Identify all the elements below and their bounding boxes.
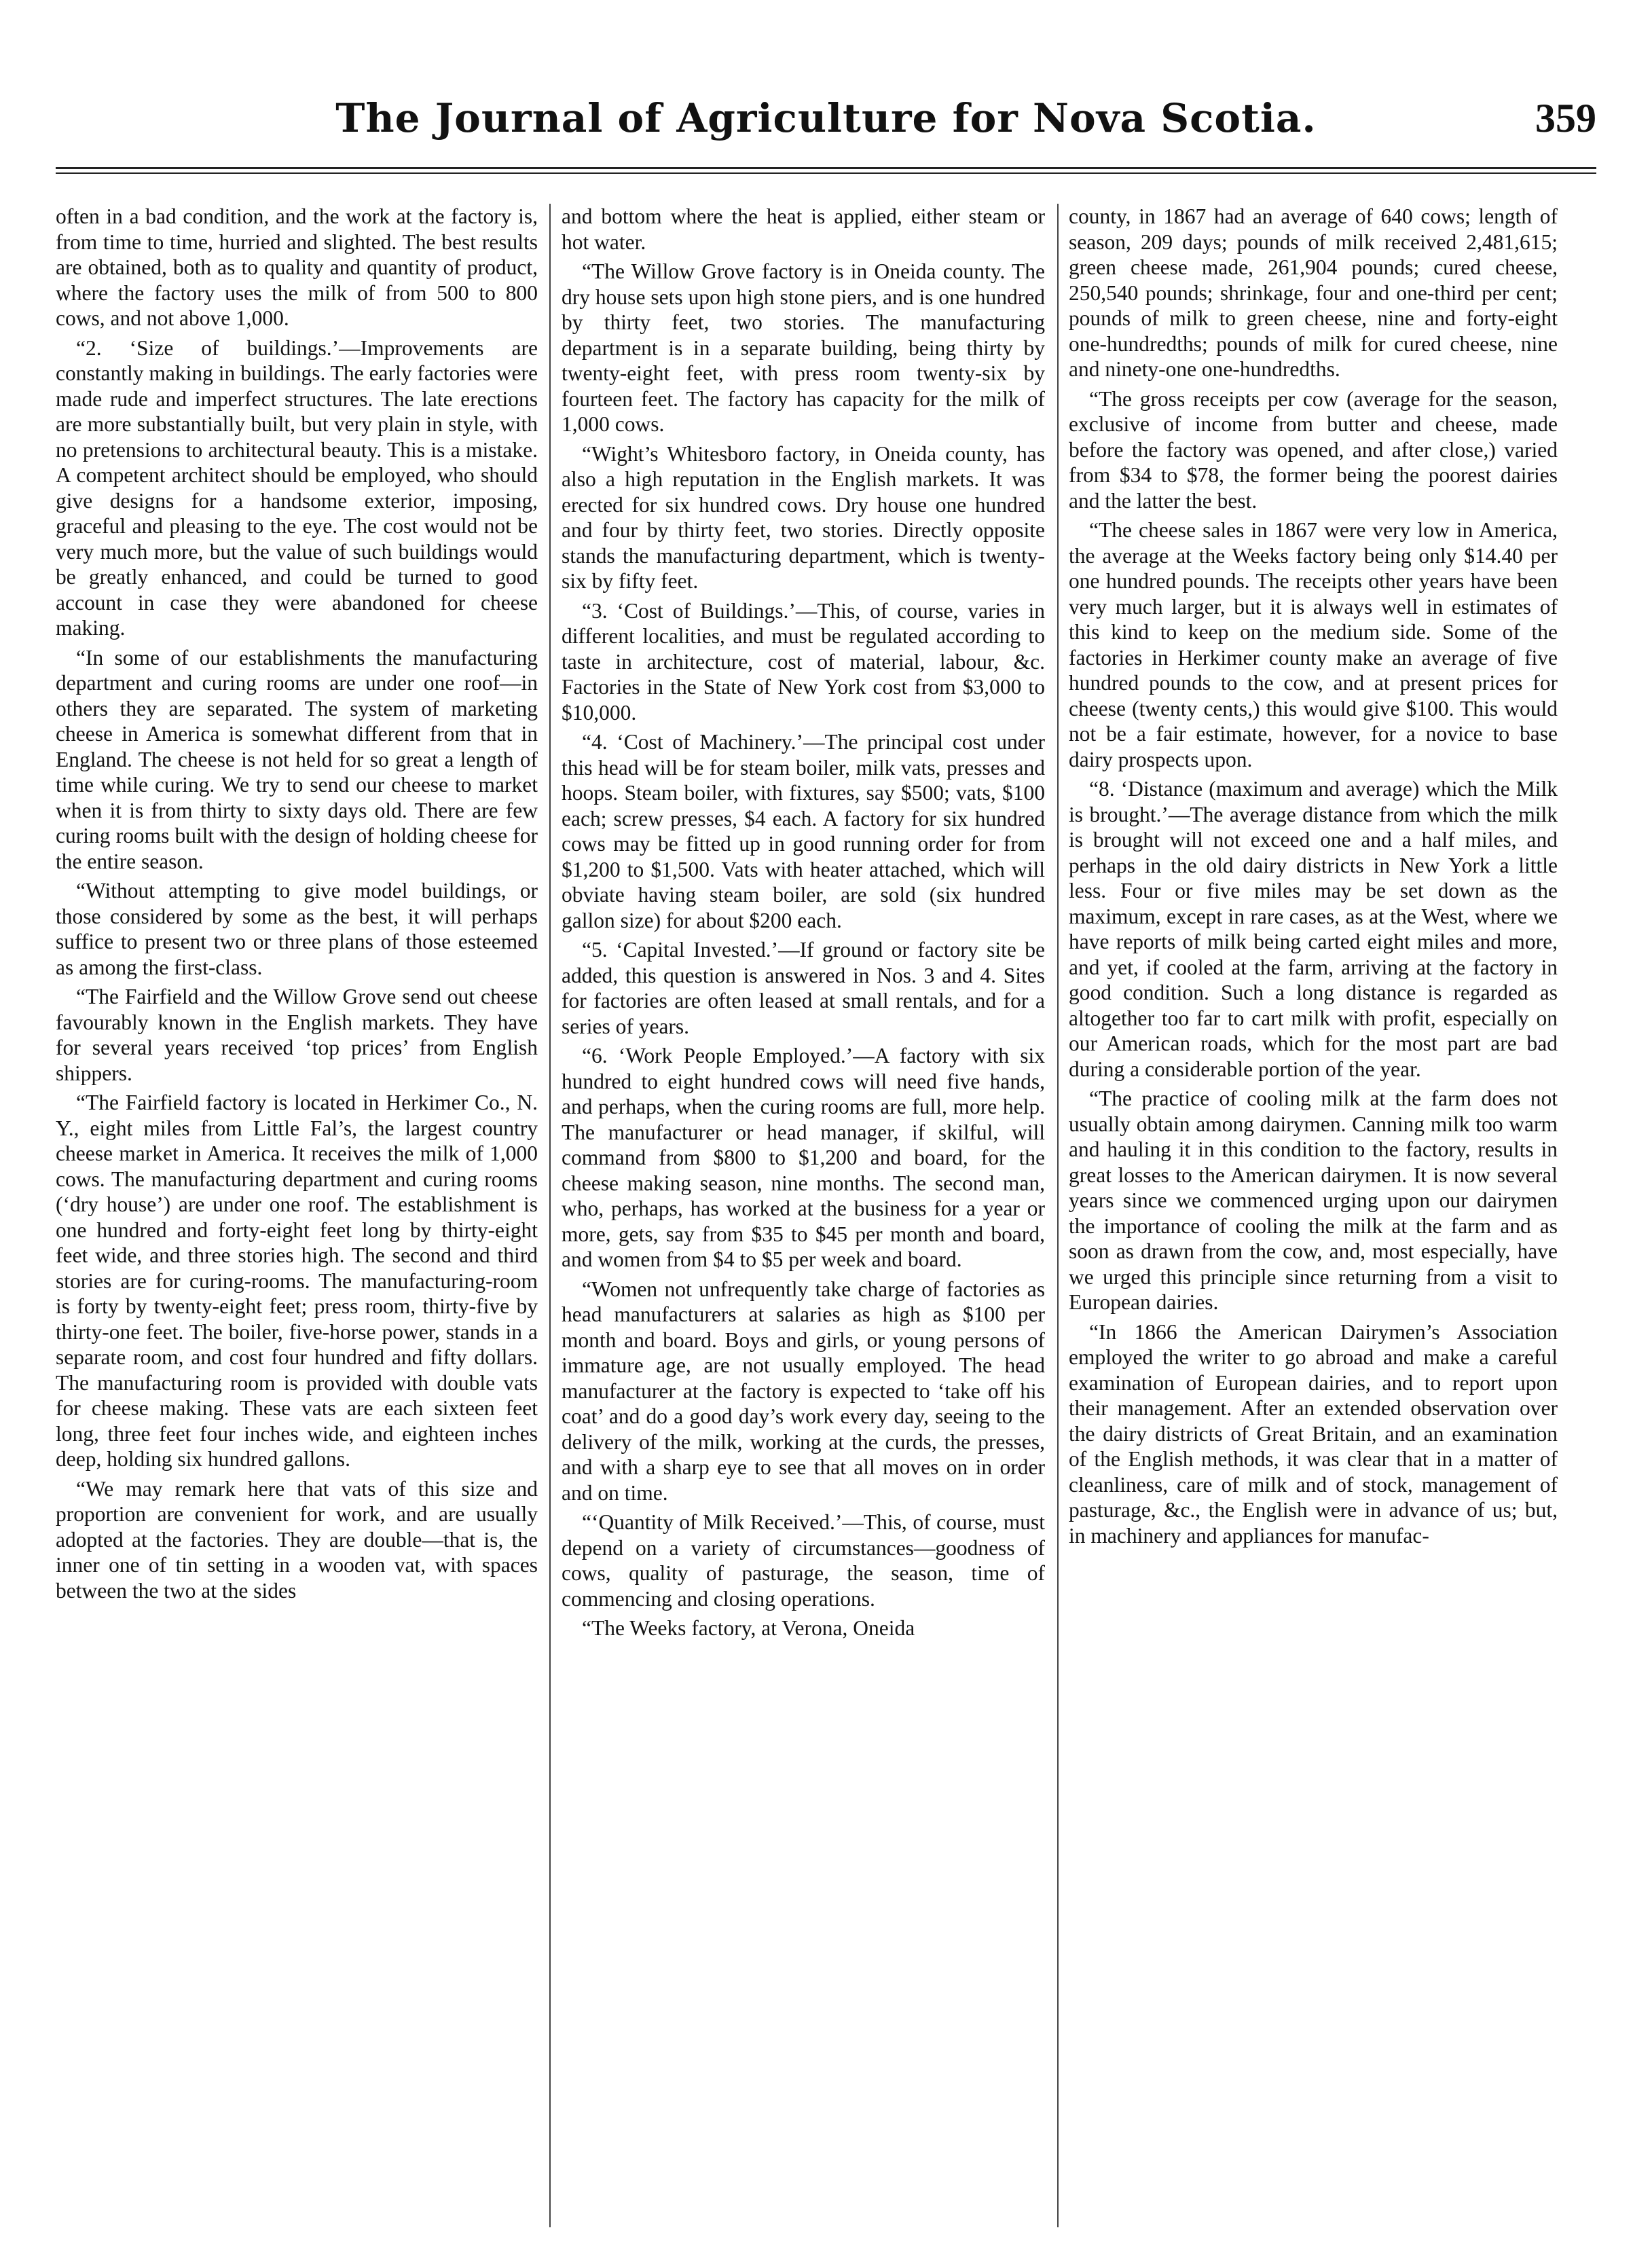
- paragraph: “4. ‘Cost of Machinery.’—The principal cost under this head will be for steam boiler, milk vats, presses and hoops. Steam boiler, with fixtures, say $500; vats, $100 each; screw presses, $4 each. A factory for six hundred cows may be fitted up in good running order for from $1,200 to $1,500. Vats with heater attached, which will obviate having steam boiler, are sold (six hundred gallon size) for about $200 each.: [562, 730, 1045, 932]
- paragraph: “5. ‘Capital Invested.’—If ground or factory site be added, this question is answered in Nos. 3 and 4. Sites for factories are often leased at small rentals, and for a series of years.: [562, 938, 1045, 1038]
- paragraph: “We may remark here that vats of this size and proportion are convenient for work, and are usually adopted at the factories. They are double—that is, the inner one of tin setting in a wooden vat, with spaces between the two at the sides: [56, 1476, 538, 1603]
- paragraph: county, in 1867 had an average of 640 cows; length of season, 209 days; pounds of milk received 2,481,615; green cheese made, 261,904 pounds; cured cheese, 250,540 pounds; shrinkage, four and one-third per cent; pounds of milk to green cheese, nine and forty-eight one-hundredths; pounds of milk for cured cheese, nine and ninety-one one-hundredths.: [1069, 204, 1558, 381]
- paragraph: “Wight’s Whitesboro factory, in Oneida county, has also a high reputation in the English markets. It was erected for six hundred cows. Dry house one hundred and four by thirty feet, two stories. Directly opposite stands the manufacturing department, which is twenty-six by fifty feet.: [562, 441, 1045, 593]
- page-number: 359: [1535, 96, 1596, 141]
- text-column-3: [1069, 204, 1558, 2227]
- paragraph: and bottom where the heat is applied, either steam or hot water.: [562, 204, 1045, 254]
- paragraph: “The Willow Grove factory is in Oneida county. The dry house sets upon high stone piers, and is one hundred by thirty feet, two stories. The manufacturing department is in a separate building, being thirty by twenty-eight feet, with press room twenty-six by fourteen feet. The factory has capacity for the milk of 1,000 cows.: [562, 259, 1045, 436]
- header-rule: [56, 167, 1596, 169]
- paragraph: often in a bad condition, and the work at the factory is, from time to time, hurried and slighted. The best results are obtained, both as to quality and quantity of product, where the factory uses the milk of from 500 to 800 cows, and not above 1,000.: [56, 204, 538, 330]
- paragraph: “The practice of cooling milk at the farm does not usually obtain among dairymen. Canning milk too warm and hauling it in this condition to the factory, results in great losses to the American dairymen. It is now several years since we commenced urging upon our dairymen the importance of cooling the milk at the farm and as soon as drawn from the cow, and, most especially, have we urged this principle since returning from a visit to European dairies.: [1069, 1086, 1558, 1314]
- journal-title: The Journal of Agriculture for Nova Scotia.: [335, 95, 1317, 141]
- column-divider: [549, 204, 551, 2227]
- column-divider: [1057, 204, 1059, 2227]
- paragraph: “The Fairfield factory is located in Herkimer Co., N. Y., eight miles from Little Fal’s, the largest country cheese market in America. It receives the milk of 1,000 cows. The manufacturing department and curing rooms (‘dry house’) are under one roof. The establishment is one hundred and forty-eight feet long by thirty-eight feet wide, and three stories high. The second and third stories are for curing-rooms. The manufacturing-room is forty by twenty-eight feet; press room, thirty-five by thirty-one feet. The boiler, five-horse power, stands in a separate room, and cost four hundred and fifty dollars. The manufacturing room is provided with double vats for cheese making. These vats are each sixteen feet long, three feet four inches wide, and eighteen inches deep, holding six hundred gallons.: [56, 1091, 538, 1471]
- paragraph: “The cheese sales in 1867 were very low in America, the average at the Weeks factory being only $14.40 per one hundred pounds. The receipts other years have been very much larger, but it is always well in estimates of this kind to keep on the medium side. Some of the factories in Herkimer county make an average of five hundred pounds to the cow, and at present prices for cheese (twenty cents,) this would give $100. This would not be a fair estimate, however, for a novice to base dairy prospects upon.: [1069, 518, 1558, 771]
- paragraph: “3. ‘Cost of Buildings.’—This, of course, varies in different localities, and must be regulated according to taste in architecture, cost of material, labour, &c. Factories in the State of New York cost from $3,000 to $10,000.: [562, 598, 1045, 725]
- paragraph: “The Weeks factory, at Verona, Oneida: [582, 1616, 915, 1640]
- paragraph: “In 1866 the American Dairymen’s Association employed the writer to go abroad and make a careful examination of European dairies, and to report upon their management. After an extended observation over the dairy districts of Great Britain, and an examination of the English methods, it was clear that in a matter of cleanliness, care of milk and of stock, management of pasturage, &c., the English were in advance of us; but, in machinery and appliances for manufac-: [1069, 1319, 1558, 1548]
- paragraph: “The Fairfield and the Willow Grove send out cheese favourably known in the English markets. They have for several years received ‘top prices’ from English shippers.: [56, 985, 538, 1085]
- header-rule-thin: [56, 172, 1596, 174]
- paragraph: “2. ‘Size of buildings.’—Improvements are constantly making in buildings. The early factories were made rude and imperfect structures. The late erections are more substantially built, but very plain in style, with no pretensions to architectural beauty. This is a mistake. A competent architect should be employed, who should give designs for a handsome exterior, imposing, graceful and pleasing to the eye. The cost would not be very much more, but the value of such buildings would be greatly enhanced, and could be turned to good account in case they were abandoned for cheese making.: [56, 335, 538, 640]
- running-header: [56, 75, 1596, 156]
- paragraph: “8. ‘Distance (maximum and average) which the Milk is brought.’—The average distance from which the milk is brought will not exceed one and a half miles, and perhaps in the old dairy districts in New York a little less. Four or five miles may be set down as the maximum, except in rare cases, as at the West, where we have reports of milk being carted eight miles and more, and yet, if cooled at the farm, arriving at the factory in good condition. Such a long distance is regarded as altogether too far to cart milk with profit, especially on our American roads, which for the most part are bad during a considerable portion of the year.: [1069, 777, 1558, 1081]
- text-column-2: [562, 204, 1045, 2227]
- paragraph: “6. ‘Work People Employed.’—A factory with six hundred to eight hundred cows will need five hands, and perhaps, when the curing rooms are full, more help. The manufacturer or head manager, if skilful, will command from $800 to $1,200 and board, for the cheese making season, nine months. The second man, who, perhaps, has worked at the business for a year or more, gets, say from $35 to $45 per month and board, and women from $4 to $5 per week and board.: [562, 1044, 1045, 1271]
- text-column-1: [56, 204, 538, 2227]
- paragraph: “In some of our establishments the manufacturing department and curing rooms are under one roof—in others they are separated. The system of marketing cheese in America is somewhat different from that in England. The cheese is not held for so great a length of time while curing. We try to send our cheese to market when it is from thirty to sixty days old. There are few curing rooms built with the design of holding cheese for the entire season.: [56, 645, 538, 873]
- paragraph: “Women not unfrequently take charge of factories as head manufacturers at salaries as high as $100 per month and board. Boys and girls, or young persons of immature age, are not usually employed. The head manufacturer at the factory is expected to ‘take off his coat’ and do a good day’s work every day, seeing to the delivery of the milk, working at the curds, the presses, and with a sharp eye to see that all moves on in order and on time.: [562, 1277, 1045, 1505]
- paragraph: “The gross receipts per cow (average for the season, exclusive of income from butter and cheese, made before the factory was opened, and after close,) varied from $34 to $78, the former being the poorest dairies and the latter the best.: [1069, 386, 1558, 513]
- paragraph: “Without attempting to give model buildings, or those considered by some as the best, it will perhaps suffice to present two or three plans of those esteemed as among the first-class.: [56, 879, 538, 979]
- paragraph: “‘Quantity of Milk Received.’—This, of course, must depend on a variety of circumstances—goodness of cows, quality of pasturage, the season, time of commencing and closing operations.: [562, 1510, 1045, 1611]
